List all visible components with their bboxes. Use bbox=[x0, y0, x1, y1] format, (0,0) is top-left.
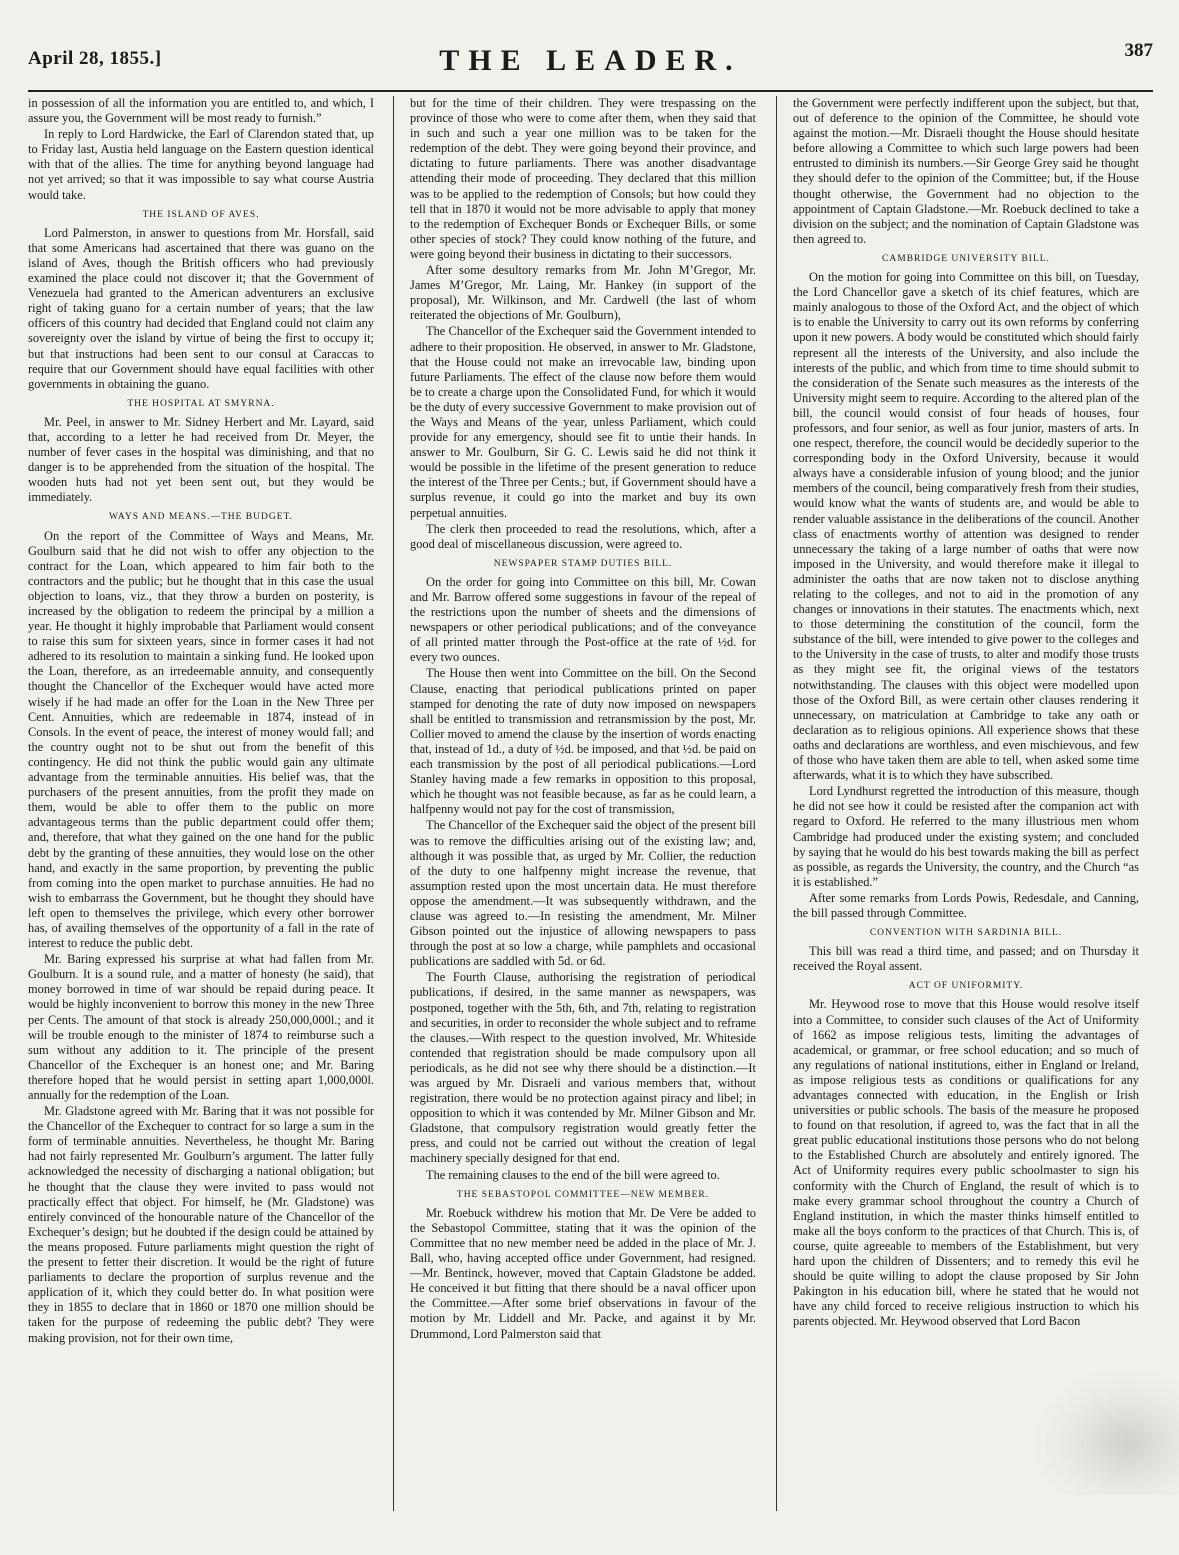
section-heading: WAYS AND MEANS.—THE BUDGET. bbox=[108, 512, 294, 523]
column-divider-2 bbox=[776, 96, 777, 1511]
paragraph: On the motion for going into Committee on this bill, on Tuesday, the Lord Chancellor gave a sketch of its chief features, which are mainly analogous to those of the Oxford Act, and the object of which is to enable the University to carry out its own reforms by conferring upon it new powers. A body would be constituted which should fairly represent all the interests of the University, and also include the interests of the public, and which from time to time should submit to the consideration of the Senate such measures as the interests of the University might seem to require. According to the altered plan of the bill, the council would consist of four heads of houses, four professors, and four senior, as well as four junior, masters of arts. In one respect, therefore, the council would be decidedly superior to the corresponding body in the Oxford University, because it would always have a considerable infusion of young blood; and the junior members of the council, being comparatively fresh from their studies, would know what the wants of students are, and would be able to render valuable assistance in the deliberations of the council. Another class of enactments worthy of attention was designed to render unnecessary the taking of a large number of oaths that were now imposed in the University, and would therefore make it illegal to administer the oaths that are now taken not to disclose anything relating to the colleges, and not to aid in the promotion of any changes or innovations in their statutes. The enactments which, next to those determining the constitution of the council, form the substance of the bill, were intended to give power to the colleges and to the University in the case of trusts, to alter and modify those trusts as they might see fit, the original views of the testators notwithstanding. The clauses with this object were modelled upon those of the Oxford Bill, as were certain other clauses rendering it unnecessary, on matriculation at Cambridge to take any oath or declaration as to religious opinions. All experience shows that these oaths and declarations are worthless, and even mischievous, and few of those who have taken them are able to tell, when asked some time afterwards, what it is to which they have subscribed. bbox=[793, 270, 1139, 783]
paragraph: After some desultory remarks from Mr. John M’Gregor, Mr. James M’Gregor, Mr. Laing, Mr. Hankey (in support of the proposal), Mr. Wilkinson, and Mr. Cardwell (the last of whom reiterated the objections of Mr. Goulburn), bbox=[410, 263, 756, 323]
paragraph: Mr. Baring expressed his surprise at what had fallen from Mr. Goulburn. It is a sound rule, and a matter of honesty (he said), that money borrowed in time of war should be repaid during peace. It would be highly inconvenient to borrow this money in the new Three per Cents. The amount of that stock is already 250,000,000l.; and it will be trouble enough to the minister of 1874 to reimburse such a sum without any addition to it. The principle of the present Chancellor of the Exchequer is an honest one; and Mr. Baring therefore hoped that he would persist in setting apart 1,000,000l. annually for the redemption of the Loan. bbox=[28, 952, 374, 1102]
section-heading: THE HOSPITAL AT SMYRNA. bbox=[127, 398, 275, 409]
paragraph: The clerk then proceeded to read the resolutions, which, after a good deal of miscellaneous discussion, were agreed to. bbox=[410, 521, 756, 551]
paragraph: The Chancellor of the Exchequer said the object of the present bill was to remove the difficulties arising out of the existing law; and, although it was possible that, as urged by Mr. Collier, the reduction of the duty to one halfpenny might increase the revenue, that assumption rested upon the most uncertain data. He must therefore oppose the amendment.—It was subsequently withdrawn, and the clause was agreed to.—In resisting the amendment, Mr. Milner Gibson pointed out the injustice of allowing newspapers to pass through the post at so low a charge, while pamphlets and occasional publications are saddled with 5d. or 6d. bbox=[410, 818, 756, 969]
paragraph: On the order for going into Committee on this bill, Mr. Cowan and Mr. Barrow offered some suggestions in favour of the repeal of the restrictions upon the number of sheets and the dimensions of newspapers or other periodical publications; and of the conveyance of all printed matter through the Post-office at the rate of ½d. for every two ounces. bbox=[410, 574, 756, 665]
paragraph: The Chancellor of the Exchequer said the Government intended to adhere to their proposition. He observed, in answer to Mr. Gladstone, that the House could not make an irrevocable law, binding upon future Parliaments. The effect of the clause now before them would be to create a charge upon the Consolidated Fund, for which it would be the duty of every successive Government to make provision out of the Ways and Means of the year, unless Parliament, which could provide for any emergency, should see fit to untie their hands. In answer to Mr. Goulburn, Sir G. C. Lewis said he did not think it would be possible in the lifetime of the present generation to reduce the interest of the Three per Cents.; but, if Government should have a surplus revenue, it could go into the market and buy its own perpetual annuities. bbox=[410, 324, 756, 520]
paragraph: Mr. Roebuck withdrew his motion that Mr. De Vere be added to the Sebastopol Committee, stating that it was the opinion of the Committee that no new member need be added in the place of Mr. J. Ball, who, having accepted office under Government, had resigned.—Mr. Bentinck, however, moved that Captain Gladstone be added. He conceived it but fitting that there should be a naval officer upon the Committee.—After some brief observations in favour of the motion by Mr. Liddell and Mr. Packe, and against it by Mr. Drummond, Lord Palmerston said that bbox=[410, 1205, 756, 1341]
section-heading: THE ISLAND OF AVES. bbox=[142, 209, 260, 220]
column-divider-1 bbox=[393, 96, 394, 1511]
column-2 bbox=[410, 96, 756, 1511]
page-number: 387 bbox=[1124, 40, 1153, 61]
issue-date: April 28, 1855.] bbox=[28, 48, 162, 69]
paragraph: in possession of all the information you are entitled to, and which, I assure you, the Government will be most ready to furnish.” bbox=[28, 96, 374, 126]
paragraph: but for the time of their children. They were trespassing on the province of those who were to come after them, when they said that in such and such a year one million was to be taken for the redemption of the debt. They were going beyond their province, and dictating to future parliaments. There was another disadvantage attending their mode of proceeding. They declared that this million was to be applied to the redemption of Consols; but how could they tell that in 1870 it would not be more advisable to apply that money to the redemption of Exchequer Bonds or Exchequer Bills, or some other species of stock? They could know nothing of the future, and were going beyond their business in dictating to their successors. bbox=[410, 96, 756, 261]
paragraph: Mr. Peel, in answer to Mr. Sidney Herbert and Mr. Layard, said that, according to a letter he had received from Dr. Meyer, the number of fever cases in the hospital was diminishing, and that no danger is to be apprehended from the situation of the hospital. The wooden huts had not yet been sent out, but they would be immediately. bbox=[28, 414, 374, 505]
section-heading: THE SEBASTOPOL COMMITTEE—NEW MEMBER. bbox=[456, 1189, 710, 1200]
section-heading: CONVENTION WITH SARDINIA BILL. bbox=[869, 928, 1063, 939]
paragraph: The House then went into Committee on the bill. On the Second Clause, enacting that periodical publications printed on paper stamped for denoting the rate of duty now imposed on newspapers shall be entitled to transmission and retransmission by the post, Mr. Collier moved to amend the clause by the insertion of words enacting that, instead of 1d., a duty of ½d. be imposed, and that ½d. be paid on each transmission by the post of all periodical publications.—Lord Stanley having made a few remarks in opposition to this proposal, which he thought was not feasible because, as far as he could learn, a halfpenny would not pay for the cost of transmission, bbox=[410, 666, 756, 817]
paragraph: The Fourth Clause, authorising the registration of periodical publications, if desired, in the same manner as newspapers, was postponed, together with the 5th, 6th, and 7th, relating to registration and securities, in order to reconsider the whole subject and to reframe the clauses.—With respect to the question involved, Mr. Whiteside contended that registration should be made compulsory upon all periodicals, as he did not see why there should be a distinction.—It was argued by Mr. Disraeli and various members that, without registration, there would be no protection against piracy and libel; in opposition to which it was contended by Mr. Milner Gibson and Mr. Gladstone, that compulsory registration would greatly fetter the press, and could not be carried out without the creation of legal machinery specially designed for that end. bbox=[410, 970, 756, 1166]
paragraph: The remaining clauses to the end of the bill were agreed to. bbox=[426, 1167, 720, 1182]
paragraph: This bill was read a third time, and passed; and on Thursday it received the Royal assent. bbox=[793, 944, 1139, 974]
paragraph: Lord Lyndhurst regretted the introduction of this measure, though he did not see how it could be resisted after the companion act with regard to Oxford. He referred to the many illustrious men whom Cambridge had produced under the existing system; and concluded by saying that he would do his best towards making the bill as perfect as possible, as regards the University, the country, and the Church “as it is established.” bbox=[793, 784, 1139, 889]
page-header bbox=[28, 40, 1153, 92]
paragraph: Mr. Heywood rose to move that this House would resolve itself into a Committee, to consider such clauses of the Act of Uniformity of 1662 as impose religious tests, limiting the advantages of academical, or grammar, or free school education; and so much of any regulations of national institutions, either in England or Ireland, as impose religious tests as conditions or qualifications for any advantages connected with education, in the English or Irish universities or public schools. The basis of the measure he proposed to found on that resolution, if agreed to, was the fact that in all the great public educational institutions those persons who do not belong to the Established Church are absolutely and entirely ignored. The Act of Uniformity requires every public schoolmaster to sign his conformity with the Church of England, the result of which is to make every grammar school throughout the country a Church of England institution, in which the master thinks himself entitled to make all the boys conform to the practices of that Church. This is, of course, quite agreeable to members of the Establishment, but very hard upon the children of Dissenters; and to remedy this evil he should be quite willing to adopt the clause proposed by Sir John Pakington in his education bill, where he stated that he would not have any child forced to receive religious instruction to which his parents objected. Mr. Heywood observed that Lord Bacon bbox=[793, 997, 1139, 1329]
paragraph: After some remarks from Lords Powis, Redesdale, and Canning, the bill passed through Committee. bbox=[793, 890, 1139, 920]
paragraph: Mr. Gladstone agreed with Mr. Baring that it was not possible for the Chancellor of the Exchequer to contract for so large a sum in the form of terminable annuities. Nevertheless, he thought Mr. Baring had not fairly represented Mr. Goulburn’s argument. The latter fully acknowledged the necessity of discharging a national obligation; but he thought that the clause they were invited to pass would not practically effect that object. For himself, he (Mr. Gladstone) was entirely convinced of the honourable nature of the Chancellor of the Exchequer’s design; but he doubted if the design could be attained by the means proposed. Future parliaments might question the right of the present to fetter their discretion. It would be the right of future parliaments to declare the proportion of surplus revenue and the application of it, which they could better do. In what position were they in 1855 to declare that in 1860 or 1870 one million should be taken for the purpose of redeeming the public debt? They were making provision, not for their own time, bbox=[28, 1104, 374, 1345]
masthead-title: THE LEADER. bbox=[439, 44, 742, 77]
section-heading: CAMBRIDGE UNIVERSITY BILL. bbox=[882, 253, 1050, 264]
section-heading: ACT OF UNIFORMITY. bbox=[908, 981, 1024, 992]
column-3 bbox=[793, 96, 1139, 1511]
paragraph: the Government were perfectly indifferent upon the subject, but that, out of deference to the opinion of the Committee, he should vote against the motion.—Mr. Disraeli thought the House should hesitate before allowing a Committee to which such large powers had been entrusted to diminish its numbers.—Sir George Grey said he thought they should defer to the opinion of the Committee; but, if the House thought otherwise, the Government had no objection to the appointment of Captain Gladstone.—Mr. Roebuck declined to take a division on the subject; and the nomination of Captain Gladstone was then agreed to. bbox=[793, 96, 1139, 246]
paragraph: In reply to Lord Hardwicke, the Earl of Clarendon stated that, up to Friday last, Austia held language on the Eastern question identical with that of the allies. The time for anything beyond language had not yet arrived; so that it was impossible to say what course Austria would take. bbox=[28, 127, 374, 202]
paper-stain bbox=[1029, 1365, 1179, 1495]
paragraph: Lord Palmerston, in answer to questions from Mr. Horsfall, said that some Americans had ascertained that there was guano on the island of Aves, though the British officers who had previously examined the place could not discover it; that the Government of Venezuela had granted to the American adventurers an exclusive right of taking guano for a certain number of years; that the law officers of this country had decided that England could not claim any sovereignty over the island by virtue of being the first to occupy it; but that instructions had been sent to our consul at Caraccas to require that our Government should have equal facilities with other governments in obtaining the guano. bbox=[28, 225, 374, 391]
column-1 bbox=[28, 96, 374, 1511]
section-heading: NEWSPAPER STAMP DUTIES BILL. bbox=[493, 558, 673, 569]
header-rule bbox=[28, 90, 1153, 92]
paragraph: On the report of the Committee of Ways and Means, Mr. Goulburn said that he did not wish to offer any objection to the contract for the Loan, which appeared to him fair both to the contractors and the public; but he thought that in this case the usual objection to loans, viz., that they throw a burden on posterity, is increased by the obligation to redeem the principal by a million a year. He thought it highly improbable that Parliament would consent to raise this sum for sixteen years, since in former cases it had not adhered to its resolution to maintain a sinking fund. He looked upon the Loan, therefore, as an irredeemable annuity, and consequently thought the Chancellor of the Exchequer would have acted more wisely if he had made an offer for the Loan in the New Three per Cent. Annuities, which are redeemable in 1874, instead of in Consols. In the event of peace, the interest of money would fall; and the country ought not to be shut out from the benefit of this contingency. He did not think the public would gain any ultimate advantage from the terminable annuities. His belief was, that the purchasers of the present annuities, from the profit they made on them, would be able to offer them to the public on more advantageous terms than the public department could offer them; and, therefore, that what they gained on the one hand for the public debt by the granting of these annuities, they would lose on the other hand, and exactly in the same proportion, by preventing the public from coming into the open market to purchase annuities. He had no wish to embarrass the Government, but he thought they should have left open to themselves the privilege, which every other borrower has, of availing themselves of the opportunity of a fall in the rate of interest to reduce the public debt. bbox=[28, 528, 374, 951]
